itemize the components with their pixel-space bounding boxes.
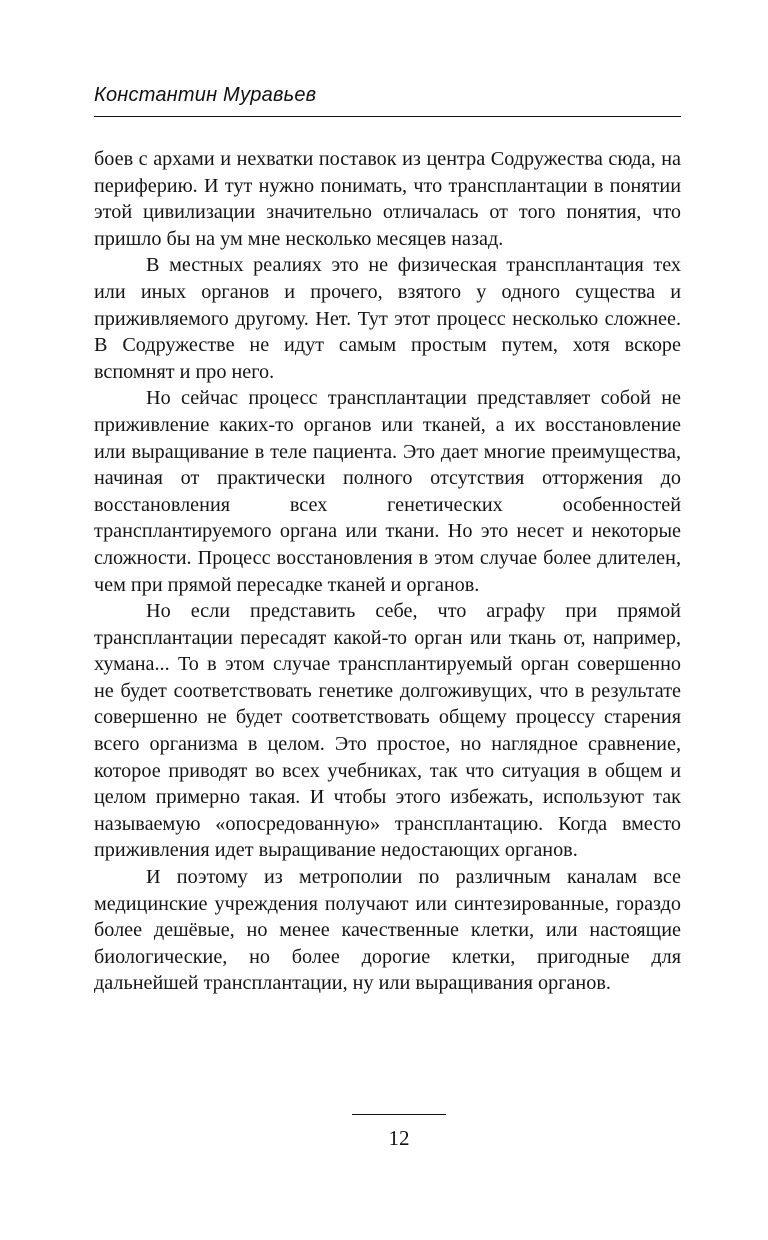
paragraph-3: Но сейчас процесс трансплантации представляет собой не приживление каких-то органов или тканей, а их восстановление или выращивание в теле пациента. Это дает многие преимущества, начиная от практически полного отсутствия отторжения до восстановления всех генетических особенностей трансплантируемого органа или ткани. Но это несет и некоторые сложности. Процесс восстановления в этом случае более длителен, чем при прямой пересадке тканей и органов.	[94, 387, 681, 596]
paragraph-1: боев с архами и нехватки поставок из центра Содружества сюда, на периферию. И тут нужно понимать, что трансплантации в понятии этой цивилизации значительно отличалась от того понятия, что пришло бы на ум мне несколько месяцев назад.	[94, 148, 681, 250]
running-head-author: Константин Муравьев	[94, 84, 317, 106]
body-text	[94, 146, 681, 997]
page-number: 12	[388, 1126, 410, 1150]
paragraph-5: И поэтому из метрополии по различным каналам все медицинские учреждения получают или синтезированные, гораздо более дешёвые, но менее качественные клетки, или настоящие биологические, но более дорогие клетки, пригодные для дальнейшей трансплантации, ну или выращивания органов.	[94, 866, 681, 995]
footer-rule	[352, 1114, 446, 1115]
paragraph-4: Но если представить себе, что аграфу при прямой трансплантации пересадят какой-то орган или ткань от, например, хумана... То в этом случае трансплантируемый орган совершенно не будет соответствовать генетике долгоживущих, что в результате совершенно не будет соответствовать общему процессу старения всего организма в целом. Это простое, но наглядное сравнение, которое приводят во всех учебниках, так что ситуация в общем и целом примерно такая. И чтобы этого избежать, используют так называемую «опосредованную» трансплантацию. Когда вместо приживления идет выращивание недостающих органов.	[94, 600, 681, 862]
paragraph-2: В местных реалиях это не физическая трансплантация тех или иных органов и прочего, взятого у одного существа и приживляемого другому. Нет. Тут этот процесс несколько сложнее. В Содружестве не идут самым простым путем, хотя вскоре вспомнят и про него.	[94, 254, 681, 383]
header-rule	[94, 116, 681, 117]
